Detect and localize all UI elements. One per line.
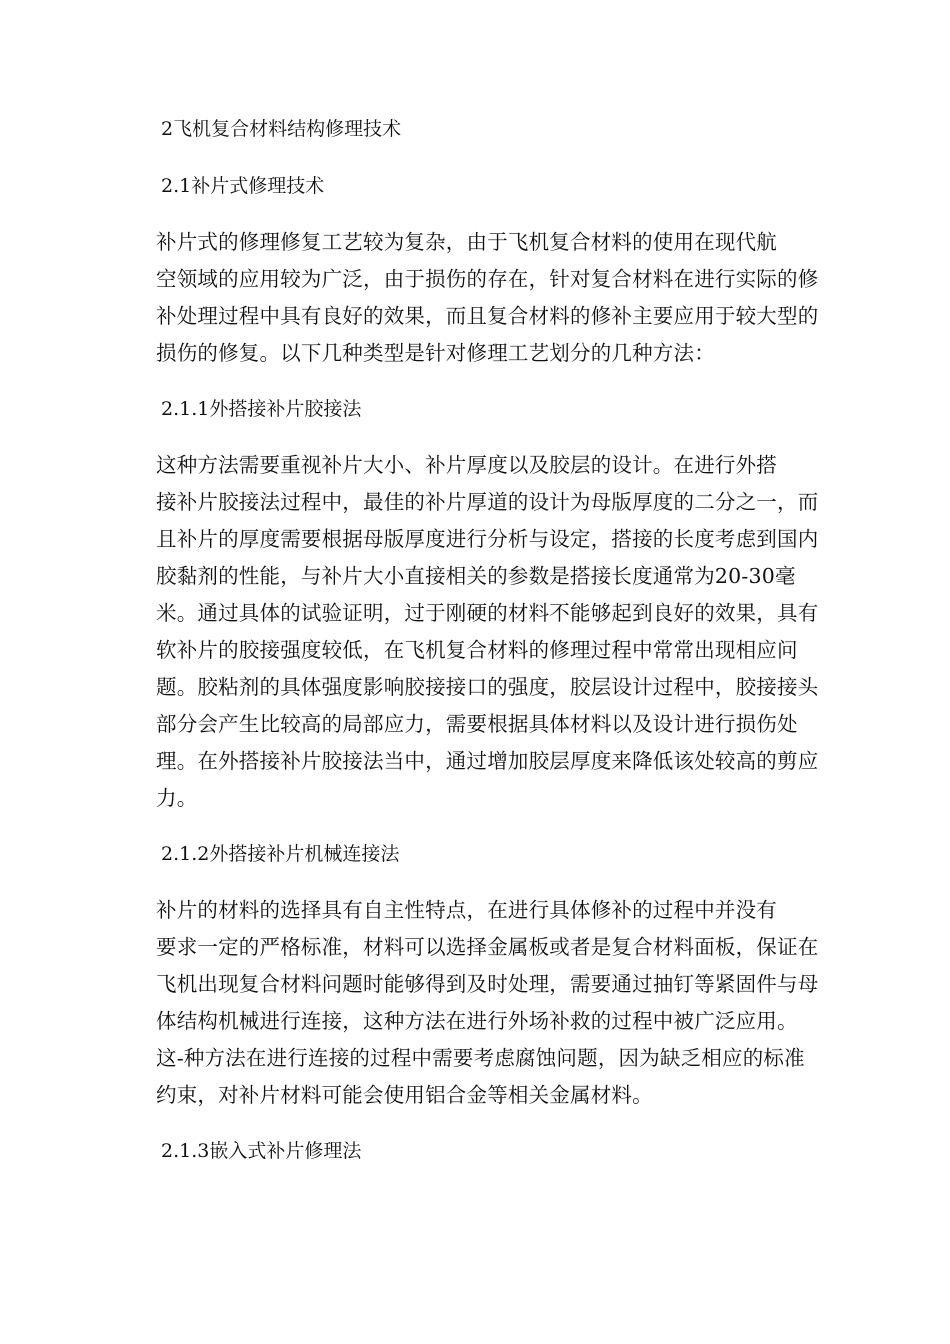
paragraph-line: 软补片的胶接强度较低，在飞机复合材料的修理过程中常常出现相应问 — [156, 638, 798, 662]
paragraph-line: 这种方法需要重视补片大小、补片厚度以及胶层的设计。在进行外搭 — [156, 453, 777, 477]
paragraph-line: 接补片胶接法过程中，最佳的补片厚道的设计为母版厚度的二分之一，而 — [156, 490, 819, 514]
paragraph-line: 体结构机械进行连接，这种方法在进行外场补救的过程中被广泛应用。 — [156, 1009, 798, 1033]
paragraph-line: 力。 — [156, 786, 198, 810]
paragraph-line: 飞机出现复合材料问题时能够得到及时处理，需要通过抽钉等紧固件与母 — [156, 972, 819, 996]
paragraph-line: 补片的材料的选择具有自主性特点，在进行具体修补的过程中并没有 — [156, 898, 777, 922]
paragraph-line: 胶黏剂的性能，与补片大小直接相关的参数是搭接长度通常为20-30毫 — [156, 564, 796, 588]
paragraph-line: 题。胶粘剂的具体强度影响胶接接口的强度，胶层设计过程中，胶接接头 — [156, 675, 819, 699]
paragraph-2-1 — [115, 224, 835, 372]
paragraph-line: 约束，对补片材料可能会使用铝合金等相关金属材料。 — [156, 1083, 653, 1107]
paragraph-line: 空领域的应用较为广泛，由于损伤的存在，针对复合材料在进行实际的修 — [156, 267, 819, 291]
paragraph-line: 补处理过程中具有良好的效果，而且复合材料的修补主要应用于较大型的 — [156, 304, 819, 328]
section-heading-2-1-3: 2.1.3嵌入式补片修理法 — [161, 1140, 362, 1162]
document-page — [115, 110, 835, 1171]
paragraph-2-1-2 — [115, 892, 835, 1114]
section-heading-2-1-2: 2.1.2外搭接补片机械连接法 — [161, 843, 400, 865]
paragraph-line: 要求一定的严格标准，材料可以选择金属板或者是复合材料面板，保证在 — [156, 935, 819, 959]
section-heading-2-1: 2.1补片式修理技术 — [161, 175, 325, 197]
paragraph-line: 这-种方法在进行连接的过程中需要考虑腐蚀问题，因为缺乏相应的标准 — [156, 1046, 805, 1070]
section-heading-2: 2飞机复合材料结构修理技术 — [161, 118, 402, 140]
paragraph-line: 理。在外搭接补片胶接法当中，通过增加胶层厚度来降低该处较高的剪应 — [156, 749, 819, 773]
paragraph-line: 损伤的修复。以下几种类型是针对修理工艺划分的几种方法： — [156, 341, 715, 365]
paragraph-line: 部分会产生比较高的局部应力，需要根据具体材料以及设计进行损伤处 — [156, 712, 798, 736]
paragraph-2-1-1 — [115, 447, 835, 817]
paragraph-line: 且补片的厚度需要根据母版厚度进行分析与设定，搭接的长度考虑到国内 — [156, 527, 819, 551]
paragraph-line: 米。通过具体的试验证明，过于刚硬的材料不能够起到良好的效果，具有 — [156, 601, 819, 625]
section-heading-2-1-1: 2.1.1外搭接补片胶接法 — [161, 398, 362, 420]
paragraph-line: 补片式的修理修复工艺较为复杂，由于飞机复合材料的使用在现代航 — [156, 230, 777, 254]
